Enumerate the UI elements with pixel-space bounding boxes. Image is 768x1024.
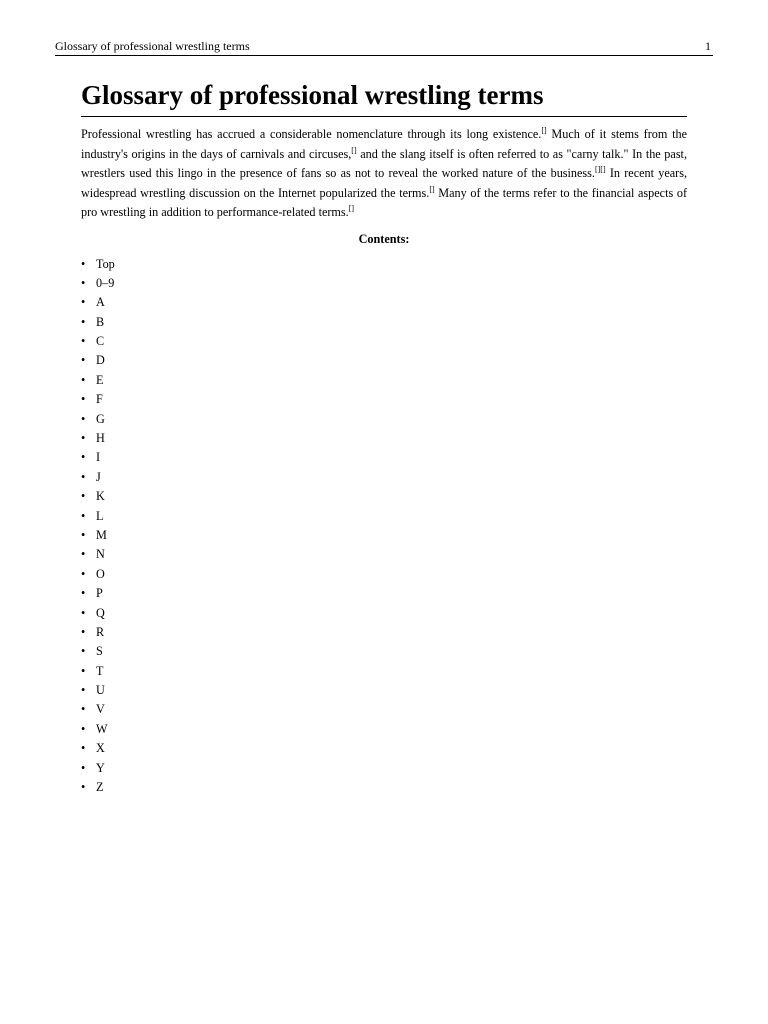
contents-item-link[interactable]: S [96, 644, 103, 659]
contents-item-link[interactable]: T [96, 663, 104, 678]
bullet-icon: • [81, 721, 86, 736]
contents-item[interactable] [81, 410, 687, 429]
bullet-icon: • [81, 392, 86, 407]
article-body [81, 78, 687, 797]
citation-link[interactable]: [] [541, 126, 547, 135]
bullet-icon: • [81, 644, 86, 659]
contents-item[interactable] [81, 468, 687, 487]
contents-item[interactable] [81, 662, 687, 681]
contents-item[interactable] [81, 429, 687, 448]
bullet-icon: • [81, 586, 86, 601]
bullet-icon: • [81, 450, 86, 465]
bullet-icon: • [81, 663, 86, 678]
contents-item-link[interactable]: A [96, 295, 105, 310]
contents-item-link[interactable]: Y [96, 760, 105, 775]
contents-item[interactable] [81, 681, 687, 700]
bullet-icon: • [81, 314, 86, 329]
contents-item-link[interactable]: N [96, 547, 105, 562]
bullet-icon: • [81, 605, 86, 620]
contents-item-link[interactable]: L [96, 508, 104, 523]
bullet-icon: • [81, 624, 86, 639]
contents-item[interactable] [81, 507, 687, 526]
contents-item-link[interactable]: V [96, 702, 105, 717]
contents-item[interactable] [81, 565, 687, 584]
contents-item[interactable] [81, 759, 687, 778]
contents-item-link[interactable]: M [96, 527, 107, 542]
contents-item-link[interactable]: I [96, 450, 101, 465]
contents-item-link[interactable]: D [96, 353, 105, 368]
contents-item[interactable] [81, 778, 687, 797]
contents-item[interactable] [81, 642, 687, 661]
contents-item[interactable] [81, 332, 687, 351]
contents-item[interactable] [81, 351, 687, 370]
contents-item[interactable] [81, 487, 687, 506]
bullet-icon: • [81, 353, 86, 368]
contents-item[interactable] [81, 623, 687, 642]
contents-item-link[interactable]: P [96, 586, 103, 601]
bullet-icon: • [81, 334, 86, 349]
intro-sentence-5: Many of the terms refer to the financial aspects of pro wrestling in addition to performance-related terms. [81, 185, 687, 219]
bullet-icon: • [81, 508, 86, 523]
contents-item[interactable] [81, 545, 687, 564]
intro-paragraph [81, 125, 687, 223]
contents-item[interactable] [81, 584, 687, 603]
contents-item-link[interactable]: C [96, 334, 105, 349]
bullet-icon: • [81, 411, 86, 426]
bullet-icon: • [81, 527, 86, 542]
citation-link[interactable]: [] [348, 204, 355, 213]
contents-item[interactable] [81, 526, 687, 545]
contents-item[interactable] [81, 371, 687, 390]
bullet-icon: • [81, 295, 86, 310]
contents-item[interactable] [81, 390, 687, 409]
contents-item[interactable] [81, 739, 687, 758]
contents-heading: Contents: [358, 231, 410, 246]
contents-item-link[interactable]: J [96, 469, 101, 484]
bullet-icon: • [81, 489, 86, 504]
contents-item-link[interactable]: R [96, 624, 105, 639]
contents-list [81, 255, 687, 798]
contents-item-link[interactable]: W [96, 721, 108, 736]
running-header-title: Glossary of professional wrestling terms [55, 39, 250, 53]
contents-item-link[interactable]: G [96, 411, 105, 426]
citation-link[interactable]: [][] [594, 165, 606, 174]
page-number: 1 [705, 39, 711, 53]
contents-item-link[interactable]: H [96, 431, 105, 446]
contents-item-link[interactable]: Q [96, 605, 105, 620]
contents-item[interactable] [81, 293, 687, 312]
contents-item-link[interactable]: E [96, 372, 104, 387]
citation-link[interactable]: [] [429, 184, 435, 194]
bullet-icon: • [81, 469, 86, 484]
contents-item-link[interactable]: Z [96, 780, 104, 795]
contents-item-link[interactable]: B [96, 314, 105, 329]
contents-item[interactable] [81, 448, 687, 467]
contents-item-link[interactable]: X [96, 741, 105, 756]
bullet-icon: • [81, 780, 86, 795]
intro-sentence-4: In recent years, widespread wrestling discussion on the Internet popularized the terms. [81, 166, 688, 200]
contents-item[interactable] [81, 720, 687, 739]
bullet-icon: • [81, 547, 86, 562]
bullet-icon: • [81, 760, 86, 775]
contents-item-link[interactable]: F [96, 392, 103, 407]
intro-sentence-2: Much of it stems from the industry's origins in the days of carnivals and circuses, [81, 127, 687, 161]
bullet-icon: • [81, 372, 86, 387]
citation-link[interactable]: [] [351, 145, 357, 155]
intro-sentence-3: and the slang itself is often referred to as "carny talk." In the past, wrestlers used this lingo in the presence of fans so as not to reveal the worked nature of the business. [81, 146, 687, 180]
contents-item[interactable] [81, 255, 687, 274]
bullet-icon: • [81, 275, 86, 290]
running-header [55, 38, 713, 56]
contents-item[interactable] [81, 700, 687, 719]
contents-item-link[interactable]: O [96, 566, 105, 581]
bullet-icon: • [81, 431, 86, 446]
bullet-icon: • [81, 741, 86, 756]
contents-item-link[interactable]: Top [96, 256, 115, 271]
contents-item[interactable] [81, 313, 687, 332]
contents-item[interactable] [81, 274, 687, 293]
contents-item-link[interactable]: U [96, 683, 105, 698]
contents-item[interactable] [81, 604, 687, 623]
contents-item-link[interactable]: 0–9 [96, 275, 115, 290]
bullet-icon: • [81, 683, 86, 698]
contents-item-link[interactable]: K [96, 489, 105, 504]
page-title: Glossary of professional wrestling terms [81, 78, 687, 117]
bullet-icon: • [81, 702, 86, 717]
bullet-icon: • [81, 256, 86, 271]
bullet-icon: • [81, 566, 86, 581]
intro-sentence-1: Professional wrestling has accrued a considerable nomenclature through its long existence. [81, 127, 542, 141]
